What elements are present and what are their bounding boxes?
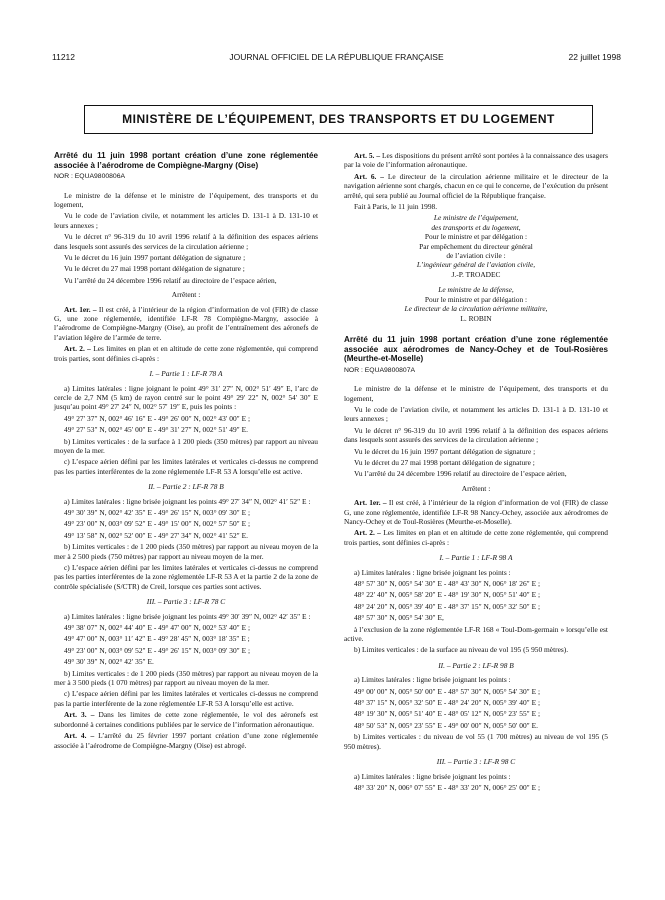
issue-date: 22 juillet 1998 (568, 52, 621, 62)
section-heading: II. – Partie 2 : LF-R 78 B (148, 482, 224, 492)
signatory: Le directeur de la circulation aérienne militaire, (404, 304, 548, 314)
lateral-limits: a) Limites latérales : ligne joignant le point 49° 31′ 27″ N, 002° 51′ 49″ E, l’arc de cercle de 2,7 NM (5 km) de rayon centré sur le point 49° 29′ 22″ N, 002° 54′ 30″ E jusqu’au point 49° 27′ 24″ N, 002° 57′ 19″ E, puis les points : (54, 383, 318, 412)
coordinates: 48° 33′ 20″ N, 006° 07′ 55″ E - 48° 33′ 20″ N, 006° 25′ 00″ E ; (354, 782, 541, 792)
article-3 (54, 710, 318, 729)
signatory: Par empêchement du directeur général (419, 241, 533, 251)
spacer (344, 323, 608, 335)
visa: Vu le code de l’aviation civile, et notamment les articles D. 131-1 à D. 131-10 et leurs annexes ; (54, 211, 318, 230)
article-5 (344, 151, 608, 170)
vertical-limits: b) Limites verticales : de la surface au niveau de vol 195 (5 950 mètres). (354, 645, 569, 655)
exclusion: c) L’espace aérien défini par les limites latérales et verticales ci-dessus ne comprend pas les parties interférentes de la zone réglementée LF-R 53 A et la partie 2 de la zone de contrôle spécialisée (S/CTR) de Creil, lorsque ces parties sont actives. (54, 563, 318, 591)
nor-reference: NOR : EQUA9800807A (344, 366, 416, 374)
coordinates: 49° 30′ 39″ N, 002° 42′ 35″ E - 49° 26′ 15″ N, 003° 09′ 30″ E ; (64, 507, 251, 517)
lateral-limits: a) Limites latérales : ligne brisée joignant les points 49° 27′ 34″ N, 002° 41′ 52″ E : (64, 496, 311, 506)
vertical-limits: b) Limites verticales : du niveau de vol 55 (1 700 mètres) au niveau de vol 195 (5 950 mètres). (344, 732, 608, 751)
article-text: Les dispositions du présent arrêté sont portées à la connaissance des usagers par la voie de l’information aéronautique. (344, 151, 608, 170)
ministry-banner: MINISTÈRE DE L’ÉQUIPEMENT, DES TRANSPORTS ET DU LOGEMENT (84, 105, 593, 134)
coordinates: 48° 22′ 40″ N, 005° 58′ 20″ E - 48° 19′ 30″ N, 005° 51′ 40″ E ; (354, 590, 541, 600)
visa: Vu l’arrêté du 24 décembre 1996 relatif au directoire de l’espace aérien, (354, 469, 567, 479)
visa: Vu le décret du 16 juin 1997 portant délégation de signature ; (64, 253, 246, 263)
signatory: Le ministre de l’équipement, (433, 213, 519, 223)
article-2 (344, 528, 608, 547)
article-1 (344, 498, 608, 526)
done-at: Fait à Paris, le 11 juin 1998. (354, 202, 438, 212)
coordinates: 49° 38′ 07″ N, 002° 44′ 40″ E - 49° 47′ 00″ N, 002° 53′ 40″ E ; (64, 623, 251, 633)
article-text: Il est créé, à l’intérieur de la région d’information de vol (FIR) de classe G, une zone réglementée, identifiée LF-R 78 Compiègne-Margny, associée à l’aérodrome de Compiègne-Margny (Oise), au profit de l’entraînement des aéronefs de l’aviation légère de l’armée de terre. (54, 304, 318, 342)
left-column (54, 151, 318, 752)
coordinates: 48° 57′ 30″ N, 005° 54′ 30″ E - 48° 43′ 30″ N, 006° 18′ 26″ E ; (354, 579, 541, 588)
visa: Vu le décret n° 96-319 du 10 avril 1996 relatif à la définition des espaces aériens dans lesquels sont assurés des services de la circulation aérienne ; (344, 425, 608, 445)
article-text: Les limites en plan et en altitude de cette zone réglementée, qui comprend trois parties, sont définies ci-après : (54, 344, 318, 363)
coordinates: 48° 50′ 53″ N, 005° 23′ 55″ E - 49° 00′ 00″ N, 005° 50′ 00″ E. (354, 720, 538, 730)
signatory: Pour le ministre et par délégation : (424, 294, 528, 304)
article-label: Art. 4. – (64, 731, 95, 741)
journal-title: JOURNAL OFFICIEL DE LA RÉPUBLIQUE FRANÇAISE (229, 52, 444, 62)
signatory: Pour le ministre et par délégation : (424, 232, 528, 242)
nor-reference: NOR : EQUA9800806A (54, 173, 126, 181)
article-4 (54, 731, 318, 750)
decree-title: Arrêté du 11 juin 1998 portant création d’une zone réglementée associée aux aérodromes de Nancy-Ochey et de Toul-Rosières (Meurthe-et-Moselle) (344, 334, 608, 364)
visa: Vu le décret du 27 mai 1998 portant délégation de signature ; (64, 264, 245, 274)
section-heading: III. – Partie 3 : LF-R 98 C (436, 757, 516, 767)
coordinates: 48° 24′ 20″ N, 005° 39′ 40″ E - 48° 37′ 15″ N, 005° 32′ 50″ E ; (354, 601, 541, 611)
coordinates: 49° 13′ 58″ N, 002° 52′ 00″ E - 49° 27′ 34″ N, 002° 41′ 52″ E. (64, 530, 248, 540)
exclusion: c) L’espace aérien défini par les limites latérales et verticales ci-dessus ne comprend pas les parties interférentes de la zone réglementée LF-R 53 A lorsqu’elle est active. (54, 457, 318, 476)
vertical-limits: b) Limites verticales : de la surface à 1 200 pieds (350 mètres) par rapport au niveau moyen de la mer. (54, 436, 318, 455)
article-label: Art. 6. – (354, 171, 384, 181)
coordinates: 49° 47′ 00″ N, 003° 11′ 42″ E - 49° 28′ 45″ N, 003° 18′ 35″ E ; (64, 634, 250, 644)
coordinates: 49° 27′ 37″ N, 002° 46′ 16″ E - 49° 26′ 00″ N, 002° 43′ 00″ E ; (64, 413, 251, 423)
signatory-name: J.-P. TROADEC (451, 269, 501, 279)
page-number: 11212 (52, 52, 76, 62)
article-6 (344, 172, 608, 200)
vertical-limits: b) Limites verticales : de 1 200 pieds (350 mètres) par rapport au niveau moyen de la mer à 3 500 pieds (1 070 mètres) par rapport au niveau moyen de la mer. (54, 668, 318, 688)
exclusion: c) L’espace aérien défini par les limites latérales et verticales ci-dessus ne comprend pas la partie interférente de la zone réglementée LF-R 53 A lorsqu’elle est active. (54, 689, 318, 708)
visa: Vu le décret du 16 juin 1997 portant délégation de signature ; (354, 446, 536, 456)
right-column (344, 151, 608, 794)
article-text: Les limites en plan et en altitude de cette zone réglementée, qui comprend trois parties, sont définies ci-après : (344, 528, 608, 547)
section-heading: II. – Partie 2 : LF-R 98 B (438, 660, 514, 670)
signatory: L’ingénieur général de l’aviation civile, (416, 260, 536, 270)
signatory: Le ministre de la défense, (438, 285, 514, 295)
coordinates: 49° 27′ 53″ N, 002° 45′ 00″ E - 49° 31′ 27″ N, 002° 51′ 49″ E. (64, 425, 248, 435)
article-label: Art. 2. – (64, 344, 91, 354)
decree-title: Arrêté du 11 juin 1998 portant création d’une zone réglementée associée à l’aérodrome de Compiègne-Margny (Oise) (54, 151, 318, 170)
visa: Vu le décret n° 96-319 du 10 avril 1996 relatif à la définition des espaces aériens dans lesquels sont assurés des services de la circulation aérienne ; (54, 232, 318, 251)
section-heading: I. – Partie 1 : LF-R 78 A (149, 369, 223, 379)
coordinates: 49° 23′ 00″ N, 003° 09′ 52″ E - 49° 26′ 15″ N, 003° 09′ 30″ E ; (64, 645, 251, 655)
article-text: L’arrêté du 25 février 1997 portant création d’une zone réglementée associée à l’aérodrome de Compiègne-Margny (Oise) est abrogé. (54, 731, 318, 750)
coordinates: 48° 19′ 30″ N, 005° 51′ 40″ E - 48° 05′ 12″ N, 005° 23′ 55″ E ; (354, 709, 541, 719)
article-text: Le directeur de la circulation aérienne militaire et le directeur de la navigation aérienne sont chargés, chacun en ce qui le concerne, de l’exécution du présent arrêté, qui sera publié au Journal officiel de la République française. (344, 171, 608, 200)
coordinates: 48° 37′ 15″ N, 005° 32′ 50″ E - 48° 24′ 20″ N, 005° 39′ 40″ E ; (354, 698, 541, 708)
visa: Vu l’arrêté du 24 décembre 1996 relatif au directoire de l’espace aérien, (64, 275, 277, 285)
article-text: Il est créé, à l’intérieur de la région d’information de vol (FIR) de classe G, une zone réglementée, identifiée LF-R 98 Nancy-Ochey, associée aux aérodromes de Nancy-Ochey et de Toul-Rosières (Meurthe-et-Moselle). (344, 498, 608, 526)
arretent: Arrêtent : (171, 290, 201, 300)
vertical-limits: b) Limites verticales : de 1 200 pieds (350 mètres) par rapport au niveau moyen de la mer à 2 500 pieds (750 mètres) par rapport au niveau moyen de la mer. (54, 542, 318, 561)
lateral-limits: a) Limites latérales : ligne brisée joignant les points 49° 30′ 39″ N, 002° 42′ 35″ E : (64, 611, 311, 621)
signatory-name: L. ROBIN (460, 313, 492, 323)
visa: Vu le code de l’aviation civile, et notamment les articles D. 131-1 à D. 131-10 et leurs annexes ; (344, 404, 608, 424)
coordinates: 49° 23′ 00″ N, 003° 09′ 52″ E - 49° 15′ 00″ N, 002° 57′ 50″ E ; (64, 519, 251, 529)
coordinates: 49° 30′ 39″ N, 002° 42′ 35″ E. (64, 657, 154, 667)
section-heading: I. – Partie 1 : LF-R 98 A (439, 553, 513, 563)
preamble: Le ministre de la défense et le ministre de l’équipement, des transports et du logement, (344, 384, 608, 403)
article-label: Art. 1er. – (64, 304, 97, 314)
article-1 (54, 305, 318, 343)
signatory: des transports et du logement, (431, 222, 521, 232)
coordinates: 48° 57′ 30″ N, 005° 54′ 30″ E, (354, 613, 444, 623)
arretent: Arrêtent : (461, 483, 491, 493)
lateral-limits: a) Limites latérales : ligne brisée joignant les points : (354, 771, 511, 781)
lateral-limits: a) Limites latérales : ligne brisée joignant les points : (354, 675, 511, 685)
visa: Vu le décret du 27 mai 1998 portant délégation de signature ; (354, 457, 535, 467)
coordinates: 49° 00′ 00″ N, 005° 50′ 00″ E - 48° 57′ 30″ N, 005° 54′ 30″ E ; (354, 686, 541, 696)
exclusion: à l’exclusion de la zone réglementée LF-R 168 « Toul-Dom-germain » lorsqu’elle est active. (344, 624, 608, 644)
section-heading: III. – Partie 3 : LF-R 78 C (146, 597, 226, 607)
preamble: Le ministre de la défense et le ministre de l’équipement, des transports et du logement, (54, 190, 318, 209)
article-2 (54, 344, 318, 363)
article-label: Art. 2. – (354, 528, 381, 538)
article-text: Dans les limites de cette zone réglementée, le vol des aéronefs est subordonné à certaines conditions publiées par le service de l’information aéronautique. (54, 710, 318, 729)
article-label: Art. 5. – (354, 151, 381, 160)
article-label: Art. 3. – (64, 710, 95, 720)
article-label: Art. 1er. – (354, 498, 387, 508)
signatory: de l’aviation civile : (446, 251, 506, 261)
lateral-limits: a) Limites latérales : ligne brisée joignant les points : (354, 567, 511, 577)
page-header (52, 52, 621, 66)
